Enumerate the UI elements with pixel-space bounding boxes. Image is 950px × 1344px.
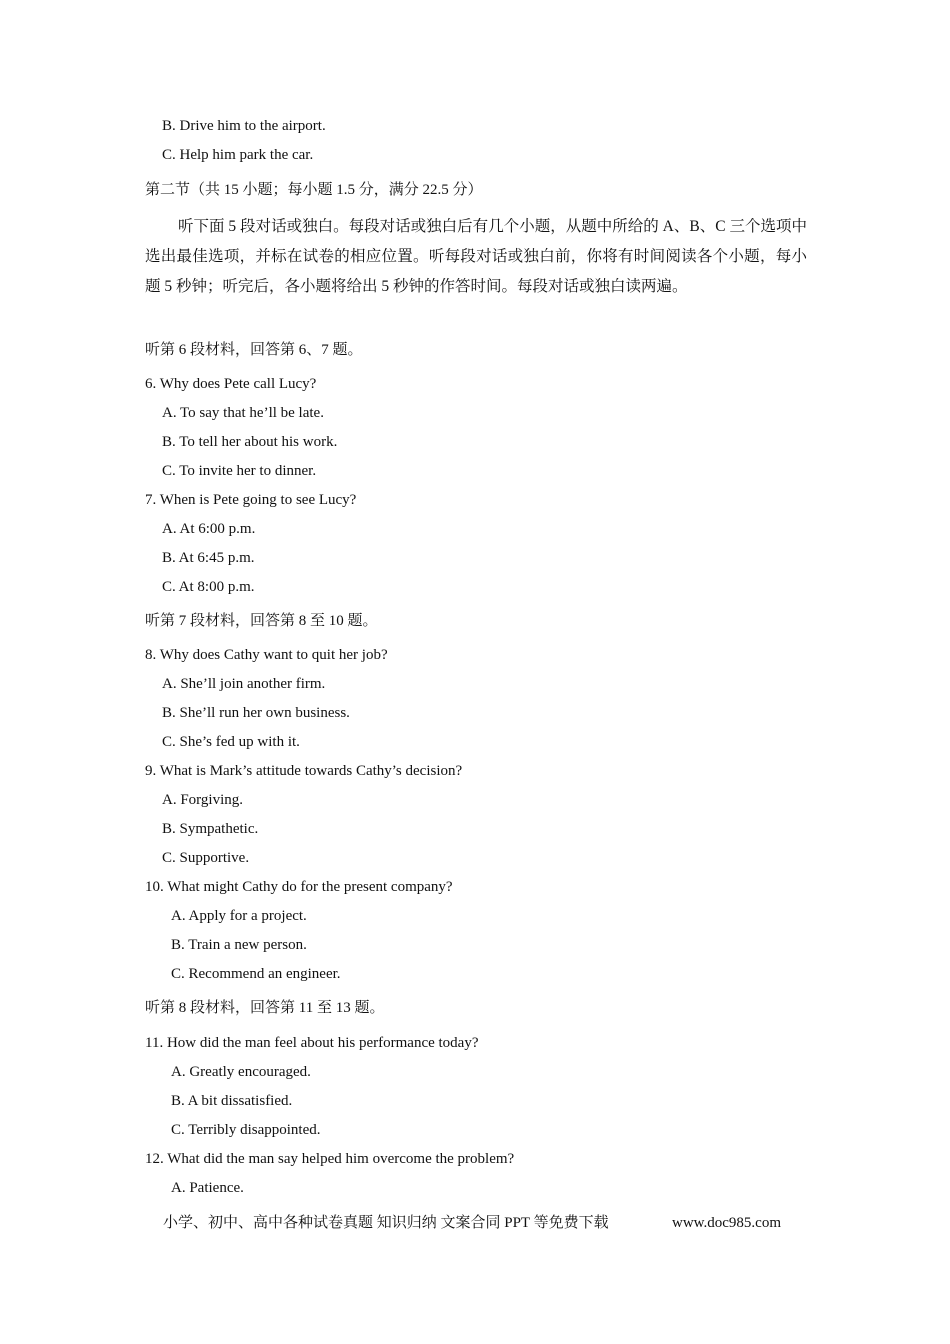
question-11-option-b: B. A bit dissatisfied. <box>171 1093 293 1109</box>
question-10-option-a: A. Apply for a project. <box>171 908 307 924</box>
question-10-option-b: B. Train a new person. <box>171 937 307 953</box>
question-8-option-c: C. She’s fed up with it. <box>162 734 300 750</box>
question-9-option-c: C. Supportive. <box>162 850 250 866</box>
option-c: C. Help him park the car. <box>162 147 314 163</box>
question-6-option-c: C. To invite her to dinner. <box>162 463 317 479</box>
question-6: 6. Why does Pete call Lucy? <box>145 376 317 392</box>
question-11-option-c: C. Terribly disappointed. <box>171 1122 321 1138</box>
question-7: 7. When is Pete going to see Lucy? <box>145 492 357 508</box>
material-8-heading: 听第 8 段材料，回答第 11 至 13 题。 <box>145 1000 385 1016</box>
question-12: 12. What did the man say helped him overcome the problem? <box>145 1151 515 1167</box>
question-7-option-c: C. At 8:00 p.m. <box>162 579 255 595</box>
question-9: 9. What is Mark’s attitude towards Cathy’s decision? <box>145 763 463 779</box>
question-6-option-b: B. To tell her about his work. <box>162 434 338 450</box>
question-12-option-a: A. Patience. <box>171 1180 244 1196</box>
section-header: 第二节（共 15 小题；每小题 1.5 分，满分 22.5 分） <box>145 182 483 198</box>
question-9-option-b: B. Sympathetic. <box>162 821 259 837</box>
question-10: 10. What might Cathy do for the present company? <box>145 879 453 895</box>
instructions-paragraph: 听下面 5 段对话或独白。每段对话或独白后有几个小题，从题中所给的 A、B、C 三个选项中选出最佳选项，并标在试卷的相应位置。听每段对话或独白前，你将有时间阅读各个小题，每小题 5 秒钟；听完后，各小题将给出 5 秒钟的作答时间。每段对话或独白读两遍。 <box>145 218 807 295</box>
question-8-option-a: A. She’ll join another firm. <box>162 676 326 692</box>
footer-text: 小学、初中、高中各种试卷真题 知识归纳 文案合同 PPT 等免费下载 <box>163 1215 609 1231</box>
material-6-heading: 听第 6 段材料，回答第 6、7 题。 <box>145 342 363 358</box>
question-10-option-c: C. Recommend an engineer. <box>171 966 341 982</box>
question-11-option-a: A. Greatly encouraged. <box>171 1064 311 1080</box>
material-7-heading: 听第 7 段材料，回答第 8 至 10 题。 <box>145 613 378 629</box>
option-b: B. Drive him to the airport. <box>162 118 326 134</box>
question-8-option-b: B. She’ll run her own business. <box>162 705 350 721</box>
question-7-option-b: B. At 6:45 p.m. <box>162 550 255 566</box>
question-11: 11. How did the man feel about his performance today? <box>145 1035 479 1051</box>
question-6-option-a: A. To say that he’ll be late. <box>162 405 324 421</box>
question-9-option-a: A. Forgiving. <box>162 792 243 808</box>
question-7-option-a: A. At 6:00 p.m. <box>162 521 256 537</box>
footer-website[interactable]: www.doc985.com <box>672 1215 782 1231</box>
question-8: 8. Why does Cathy want to quit her job? <box>145 647 388 663</box>
